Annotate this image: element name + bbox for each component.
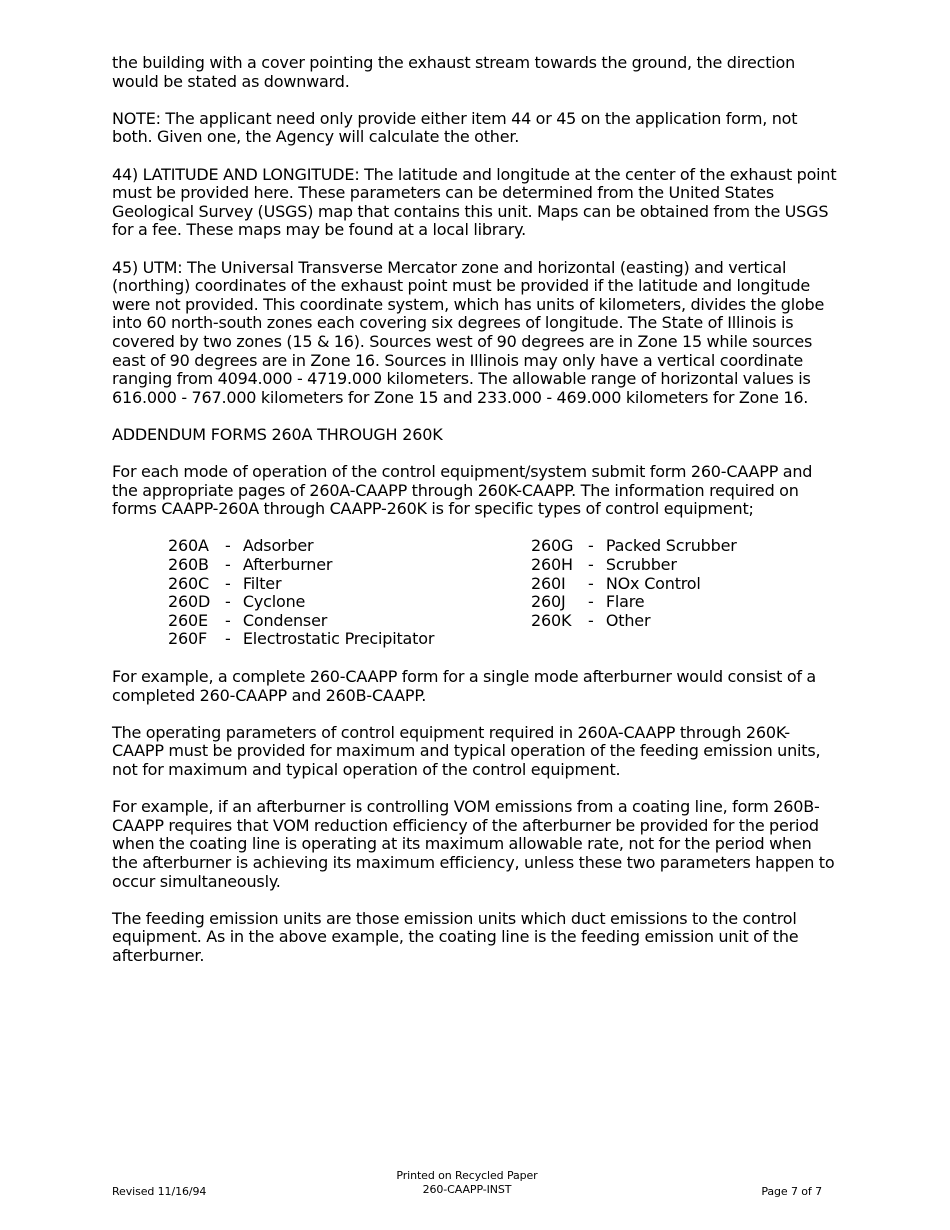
form-code: 260E <box>168 610 208 630</box>
form-code: 260C <box>168 573 209 593</box>
form-item <box>531 575 737 594</box>
form-item <box>168 630 434 649</box>
form-separator: - <box>588 610 594 630</box>
form-name: Condenser <box>242 610 328 630</box>
form-code: 260J <box>531 592 566 612</box>
form-item <box>531 593 737 612</box>
form-separator: - <box>225 573 231 593</box>
form-name: Electrostatic Precipitator <box>242 629 435 649</box>
paragraph-operating-parameters: The operating parameters of control equipment required in 260A-CAAPP through 260K-CAAPP must be provided for maximum and typical operation of the feeding emission units, not for maximum and typical operation of the control equipment. <box>112 722 821 779</box>
form-code: 260K <box>531 610 572 630</box>
paragraph-example-vom-emissions: For example, if an afterburner is controlling VOM emissions from a coating line, form 260B-CAAPP requires that VOM reduction efficiency of the afterburner be provided for the period when the coating line is operating at its maximum allowable rate, not for the period when the afterburner is achieving its maximum efficiency, unless these two parameters happen to occur simultaneously. <box>112 797 835 891</box>
form-item <box>531 537 737 556</box>
form-separator: - <box>225 592 231 612</box>
footer-recycled-note: Printed on Recycled Paper <box>396 1169 538 1182</box>
form-code: 260H <box>531 555 573 575</box>
paragraph-example-afterburner-form: For example, a complete 260-CAAPP form for a single mode afterburner would consist of a completed 260-CAAPP and 260B-CAAPP. <box>112 667 817 705</box>
form-name: Filter <box>242 573 282 593</box>
paragraph-note: NOTE: The applicant need only provide either item 44 or 45 on the application form, not both. Given one, the Agency will calculate the other. <box>112 108 798 147</box>
footer-form-id: 260-CAAPP-INST <box>422 1183 512 1196</box>
form-separator: - <box>225 536 231 556</box>
form-code: 260A <box>168 536 209 556</box>
forms-column-left <box>168 537 434 649</box>
form-separator: - <box>588 573 594 593</box>
form-name: Scrubber <box>605 555 677 575</box>
form-name: Afterburner <box>242 555 333 575</box>
form-code: 260F <box>168 629 207 649</box>
form-separator: - <box>588 555 594 575</box>
form-item <box>168 575 434 594</box>
control-equipment-forms-list <box>112 537 840 649</box>
form-name: Flare <box>605 592 645 612</box>
form-code: 260I <box>531 573 566 593</box>
form-code: 260D <box>168 592 211 612</box>
form-separator: - <box>225 555 231 575</box>
form-name: Other <box>605 610 651 630</box>
form-name: Adsorber <box>242 536 314 556</box>
form-item <box>531 612 737 631</box>
form-item <box>168 593 434 612</box>
form-name: Packed Scrubber <box>605 536 737 556</box>
footer-page-number: Page 7 of 7 <box>761 1185 822 1198</box>
form-item <box>168 612 434 631</box>
form-item <box>531 556 737 575</box>
form-item <box>168 556 434 575</box>
form-name: NOx Control <box>605 573 701 593</box>
form-code: 260G <box>531 536 574 556</box>
footer-center <box>340 1169 594 1197</box>
form-separator: - <box>588 536 594 556</box>
section-heading-addendum: ADDENDUM FORMS 260A THROUGH 260K <box>112 424 443 444</box>
forms-column-right <box>531 537 737 630</box>
paragraph-exhaust-direction: the building with a cover pointing the exhaust stream towards the ground, the direction would be stated as downward. <box>112 53 796 91</box>
form-code: 260B <box>168 555 209 575</box>
form-name: Cyclone <box>242 592 306 612</box>
form-item <box>168 537 434 556</box>
paragraph-feeding-emission-units: The feeding emission units are those emission units which duct emissions to the control equipment. As in the above example, the coating line is the feeding emission unit of the afterburner. <box>112 908 799 965</box>
paragraph-item-45-utm: 45) UTM: The Universal Transverse Mercator zone and horizontal (easting) and vertical (northing) coordinates of the exhaust point must be provided if the latitude and longitude were not provided. This coordinate system, which has units of kilometers, divides the globe into 60 north-south zones each covering six degrees of longitude. The State of Illinois is covered by two zones (15 & 16). Sources west of 90 degrees are in Zone 15 while sources east of 90 degrees are in Zone 16. Sources in Illinois may only have a vertical coordinate ranging from 4094.000 - 4719.000 kilometers. The allowable range of horizontal values is 616.000 - 767.000 kilometers for Zone 15 and 233.000 - 469.000 kilometers for Zone 16. <box>112 257 825 407</box>
form-separator: - <box>225 610 231 630</box>
document-page <box>112 54 840 984</box>
form-separator: - <box>588 592 594 612</box>
form-separator: - <box>225 629 231 649</box>
footer-revised-date: Revised 11/16/94 <box>112 1185 207 1198</box>
paragraph-addendum-intro: For each mode of operation of the control equipment/system submit form 260-CAAPP and the appropriate pages of 260A-CAAPP through 260K-CAAPP. The information required on forms CAAPP-260A through CAAPP-260K is for specific types of control equipment; <box>112 462 813 519</box>
paragraph-item-44-latitude-longitude: 44) LATITUDE AND LONGITUDE: The latitude and longitude at the center of the exhaust point must be provided here. These parameters can be determined from the United States Geological Survey (USGS) map that contains this unit. Maps can be obtained from the USGS for a fee. These maps may be found at a local library. <box>112 164 837 240</box>
